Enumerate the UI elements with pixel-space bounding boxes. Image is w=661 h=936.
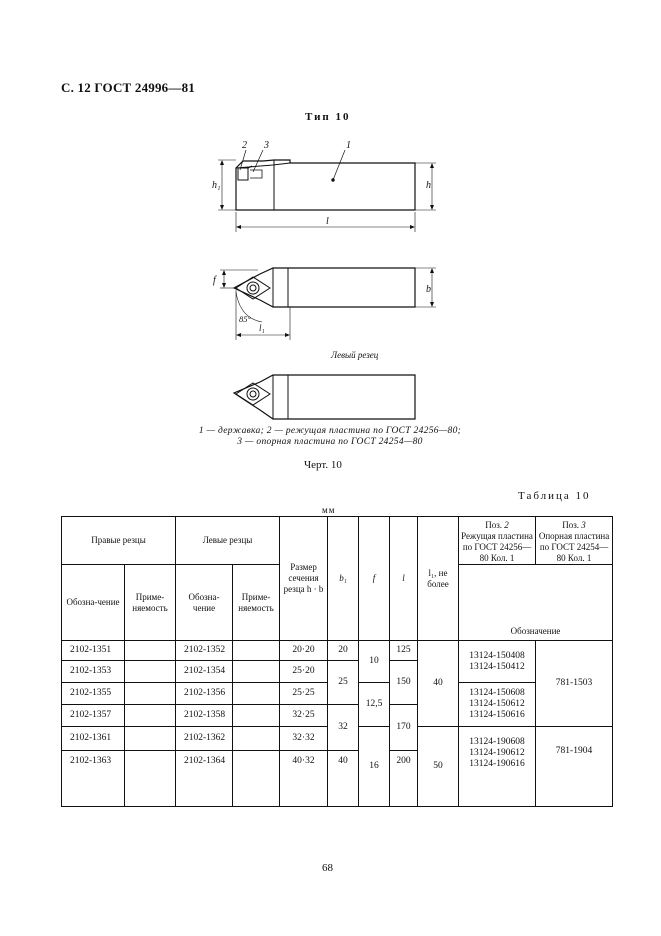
spec-table (61, 516, 613, 807)
header-pos2 (459, 517, 536, 565)
cell-left: 2102-1352 (176, 641, 233, 661)
header-oboznachenie: Обозначение (459, 565, 613, 641)
top-view-right (220, 268, 436, 340)
cell-size: 32·32 (280, 727, 328, 751)
cell-l: 170 (390, 705, 418, 751)
header-applicability-right: Приме-няемость (125, 565, 176, 641)
table-units: мм (322, 505, 336, 515)
cell-l: 150 (390, 661, 418, 705)
table-label: Таблица 10 (518, 490, 591, 502)
left-cutter-label: Левый резец (331, 350, 379, 360)
cell-size: 25·25 (280, 683, 328, 705)
header-l1: l₁, не более (418, 517, 459, 641)
label-pos3: 3 (264, 140, 269, 151)
cell-right: 2102-1363 (62, 751, 125, 807)
header-designation-left: Обозна-чение (176, 565, 233, 641)
cell-pos2: 13124-150608 13124-150612 13124-150616 (459, 683, 536, 727)
header-applicability-left: Приме-няемость (233, 565, 280, 641)
header-pos2-num: 2 (504, 520, 509, 530)
label-angle: 85° (239, 314, 251, 324)
cell-size: 40·32 (280, 751, 328, 807)
figure-caption (150, 426, 510, 448)
cell-right: 2102-1351 (62, 641, 125, 661)
cell-b1: 32 (328, 705, 359, 751)
cell-l: 125 (390, 641, 418, 661)
table-row (62, 641, 613, 661)
cell-b1: 20 (328, 641, 359, 661)
header-size: Размер сечения резца h · b (280, 517, 328, 641)
header-designation-right: Обозна-чение (62, 565, 125, 641)
figure-label: Черт. 10 (304, 459, 342, 471)
cell-pos3: 781-1503 (536, 641, 613, 727)
label-h: h (426, 180, 431, 191)
cell-f: 16 (359, 727, 390, 807)
header-right-cutters: Правые резцы (62, 517, 176, 565)
header-pos2-text: Режущая пластина по ГОСТ 24256—80 Кол. 1 (461, 531, 533, 563)
header-b1: b₁ (328, 517, 359, 641)
header-pos3 (536, 517, 613, 565)
label-f: f (213, 275, 216, 286)
top-view-left (234, 375, 415, 419)
cell-pos3: 781-1904 (536, 727, 613, 807)
label-pos1: 1 (346, 140, 351, 151)
cell-size: 20·20 (280, 641, 328, 661)
cell-right: 2102-1353 (62, 661, 125, 683)
header-pos2-prefix: Поз. (485, 520, 503, 530)
cell-left: 2102-1358 (176, 705, 233, 727)
cell-f: 12,5 (359, 683, 390, 727)
header-l: l (390, 517, 418, 641)
header-left-cutters: Левые резцы (176, 517, 280, 565)
page-number: 68 (322, 862, 333, 874)
cell-right: 2102-1361 (62, 727, 125, 751)
cell-l1: 50 (418, 727, 459, 807)
cell-pos2: 13124-190608 13124-190612 13124-190616 (459, 727, 536, 807)
label-b: b (426, 284, 431, 295)
cell-b1: 40 (328, 751, 359, 807)
cell-pos2: 13124-150408 13124-150412 (459, 641, 536, 683)
label-pos2: 2 (242, 140, 247, 151)
cell-left: 2102-1356 (176, 683, 233, 705)
header-f: f (359, 517, 390, 641)
cell-left: 2102-1354 (176, 661, 233, 683)
cell-left: 2102-1364 (176, 751, 233, 807)
cell-left: 2102-1362 (176, 727, 233, 751)
caption-line-2: 3 — опорная пластина по ГОСТ 24254—80 (237, 437, 423, 447)
page-header: С. 12 ГОСТ 24996—81 (61, 80, 195, 95)
cell-b1: 25 (328, 661, 359, 705)
drawing-title: Тип 10 (305, 111, 351, 123)
cell-l: 200 (390, 751, 418, 807)
caption-line-1: 1 — державка; 2 — режущая пластина по ГОСТ 24256—80; (198, 426, 462, 436)
cell-right: 2102-1357 (62, 705, 125, 727)
label-h1: h₁ (212, 180, 221, 191)
label-l: l (326, 216, 329, 227)
cell-l1: 40 (418, 641, 459, 727)
cell-f: 10 (359, 641, 390, 683)
cell-size: 32·25 (280, 705, 328, 727)
cell-right: 2102-1355 (62, 683, 125, 705)
header-pos3-num: 3 (581, 520, 586, 530)
header-pos3-text: Опорная пластина по ГОСТ 24254—80 Кол. 1 (538, 531, 610, 563)
header-pos3-prefix: Поз. (562, 520, 580, 530)
cell-size: 25·20 (280, 661, 328, 683)
label-l1: l₁ (259, 323, 265, 333)
